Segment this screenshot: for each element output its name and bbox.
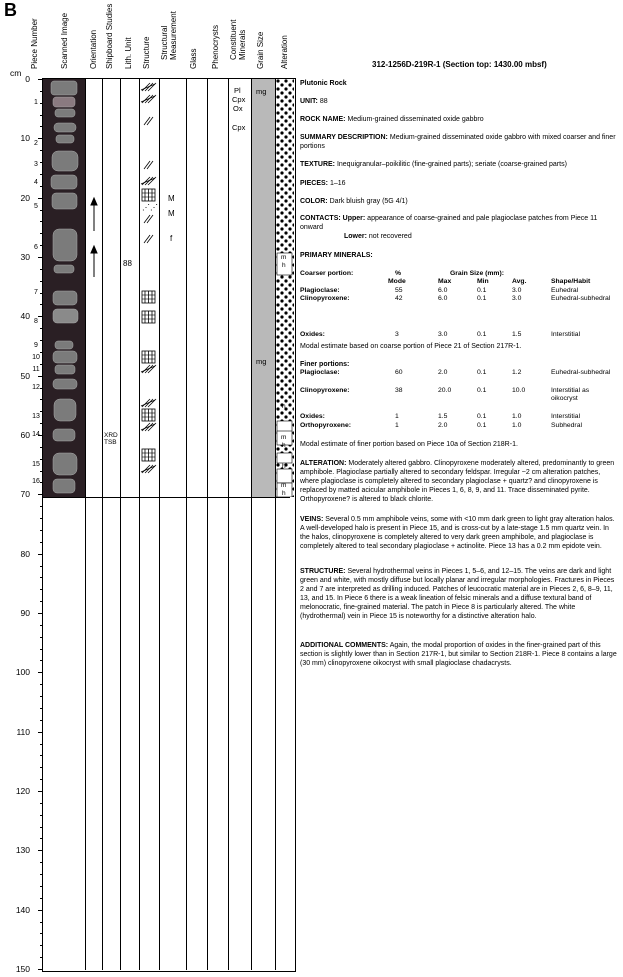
depth-label: 90 [20,608,30,618]
mode-header: Mode [388,278,406,285]
depth-minor-tick [40,411,42,412]
depth-tick [38,732,42,733]
col-divider [159,78,160,970]
depth-label: 30 [20,252,30,262]
depth-label: 10 [20,133,30,144]
coarse-note: Modal estimate based on coarse portion of Piece 21 of Section 217R-1. [300,343,522,350]
piece-number: 8 [34,318,38,326]
depth-minor-tick [40,720,42,721]
unit-line: UNIT: 88 [300,98,328,105]
depth-tick [38,198,42,199]
piece-number: 13 [32,413,40,421]
lith-unit-value: 88 [123,259,132,268]
constituent-mineral: Pl [234,86,241,95]
depth-minor-tick [40,471,42,472]
section-title: 312-1256D-219R-1 (Section top: 1430.00 mbsf) [372,60,547,69]
mineral-table-cell: 3.0 [438,331,448,338]
units-label: cm [10,68,22,78]
piece-number: 15 [32,460,40,468]
shape-header: Shape/Habit [551,278,591,285]
mineral-table-cell: 0.1 [477,369,487,376]
depth-minor-tick [40,684,42,685]
mineral-table-cell: Plagioclase: [300,287,340,294]
mineral-table-cell: 3.0 [512,295,522,302]
finer-note: Modal estimate of finer portion based on Piece 10a of Section 218R-1. [300,441,518,448]
depth-label: 20 [20,192,30,203]
structural-measurement: f [170,234,173,243]
header-shipboard-studies: Shipboard Studies [105,3,114,69]
mineral-table-cell: 2.0 [438,369,448,376]
mineral-table-cell: 0.1 [477,287,487,294]
mineral-table-cell: 20.0 [438,387,452,394]
mineral-table-cell: 2.0 [438,422,448,429]
depth-minor-tick [40,577,42,578]
summary-line: SUMMARY DESCRIPTION: Medium-grained disseminated oxide gabbro with mixed coarser and finer portions [300,134,616,150]
mineral-table-cell: Interstitial [551,413,581,420]
depth-minor-tick [40,767,42,768]
shipboard-study-tsb: TSB [104,439,117,446]
depth-minor-tick [40,506,42,507]
alteration-label: h [282,463,286,470]
mineral-table-cell: 0.1 [477,422,487,429]
depth-minor-tick [40,945,42,946]
depth-minor-tick [40,221,42,222]
mineral-table-cell: 10.0 [512,387,526,394]
max-header: Max [438,278,452,285]
depth-minor-tick [40,423,42,424]
alteration-label: m [281,434,287,441]
additional-comments-paragraph: ADDITIONAL COMMENTS: Again, the modal proportion of oxides in the finer-grained part of this section is slightly lower than in Section 217R-1, but similar to Section 218R-1. Piece 8 contains a large (30 mm) clinopyroxene oikocryst with small plagioclase chadacrysts. [300,642,617,667]
mineral-table-cell: Oxides: [300,413,325,420]
depth-minor-tick [40,779,42,780]
depth-label: 70 [20,489,30,500]
mineral-table-cell: 0.1 [477,295,487,302]
header-grain-size: Grain Size [256,31,265,69]
piece-number: 7 [34,288,38,296]
depth-label: 50 [20,370,30,381]
depth-label: 120 [15,786,30,796]
piece-number: 5 [34,202,38,210]
depth-label: 80 [20,548,30,559]
depth-minor-tick [40,210,42,211]
grain-size-label: mg [256,87,267,96]
depth-minor-tick [40,126,42,127]
rock-name-line: ROCK NAME: Medium-grained disseminated oxide gabbro [300,116,484,123]
depth-minor-tick [40,328,42,329]
mineral-table-cell: Clinopyroxene: [300,295,350,302]
constituent-mineral: Ox [233,104,243,113]
header-phenocrysts: Phenocrysts [211,24,220,69]
piece-number: 9 [34,342,38,349]
structure-symbols: ⋰⋰ [140,79,159,497]
depth-tick [38,138,42,139]
depth-label: 110 [16,726,30,737]
header-lith-unit: Lith. Unit [124,37,133,69]
mineral-table-cell: 0.1 [477,413,487,420]
depth-tick [38,376,42,377]
header-piece-number: Piece Number [30,18,39,69]
piece-number: 16 [32,478,40,486]
pieces-line: PIECES: 1–16 [300,180,346,187]
depth-tick [38,316,42,317]
mineral-table-cell: 42 [395,295,403,302]
depth-minor-tick [40,150,42,151]
depth-minor-tick [40,340,42,341]
structural-measurement: M [168,209,175,218]
depth-tick [38,672,42,673]
header-glass: Glass [189,48,198,69]
header-constituent-minerals: Constituent Minerals [229,19,247,60]
depth-minor-tick [40,625,42,626]
col-divider [120,78,121,970]
constituent-mineral: Cpx [232,95,246,104]
piece-number: 11 [32,365,40,373]
depth-minor-tick [40,660,42,661]
primary-minerals-heading: PRIMARY MINERALS: [300,252,373,259]
depth-tick [38,613,42,614]
depth-minor-tick [40,186,42,187]
mineral-table-cell: Plagioclase: [300,369,340,376]
depth-minor-tick [40,637,42,638]
mineral-table-cell: Euhedral [551,287,579,294]
depth-minor-tick [40,233,42,234]
piece-number: 4 [34,178,38,186]
contacts-line: CONTACTS: Upper: appearance of coarse-grained and pale plagioclase patches from Piece 11 onward [300,215,598,231]
depth-minor-tick [40,91,42,92]
avg-header: Avg. [512,278,527,285]
mineral-table-cell: 1 [395,422,399,429]
mineral-table-cell: Interstitial as oikocryst [551,387,590,402]
piece-number: 14 [32,431,40,438]
mineral-table-cell: 1.5 [438,413,448,420]
depth-minor-tick [40,589,42,590]
depth-tick [38,850,42,851]
depth-minor-tick [40,922,42,923]
mineral-table-cell: Subhedral [551,422,582,429]
depth-tick [38,554,42,555]
mineral-table-cell: Orthopyroxene: [300,422,351,429]
depth-minor-tick [40,518,42,519]
col-divider [207,78,208,970]
depth-tick [38,494,42,495]
mineral-table-cell: 38 [395,387,403,394]
header-scanned-image: Scanned Image [60,12,69,69]
rock-type: Plutonic Rock [300,80,347,87]
grain-size-bar [252,79,275,497]
col-divider [102,78,103,970]
depth-minor-tick [40,744,42,745]
depth-minor-tick [40,708,42,709]
mineral-table-cell: 55 [395,287,403,294]
depth-minor-tick [40,898,42,899]
depth-tick [38,257,42,258]
texture-line: TEXTURE: Inequigranular–poikilitic (fine-grained parts); seriate (coarse-grained parts) [300,161,567,168]
mineral-table-cell: 6.0 [438,295,448,302]
depth-minor-tick [40,364,42,365]
depth-minor-tick [40,827,42,828]
header-alteration: Alteration [280,35,289,69]
mineral-table-cell: 3 [395,331,399,338]
depth-minor-tick [40,874,42,875]
depth-minor-tick [40,174,42,175]
alteration-label: h [282,490,286,497]
alteration-paragraph: ALTERATION: Moderately altered gabbro. Clinopyroxene moderately altered, predominantly to green amphibole. Plagioclase partially altered to secondary feldspar. Irregular ~2 cm alteration patches, where plagioclase is completely altered to secondary plagioclase + quartz? and clinopyroxene is replaced by matted acicular amphibole in Pieces 1, 6, 8, 9, and 11. Trace disseminated pyrite. Orthopyroxene? is altered to black chlorite. [300,460,615,503]
header-orientation: Orientation [89,29,98,69]
piece-number: 6 [34,244,38,252]
depth-minor-tick [40,566,42,567]
shipboard-study-xrd: XRD [104,432,118,439]
color-line: COLOR: Dark bluish gray (5G 4/1) [300,198,408,205]
coarse-portion-label: Coarser portion: [300,270,354,277]
mineral-table-cell: 3.0 [512,287,522,294]
depth-label: 100 [15,667,30,678]
veins-paragraph: VEINS: Several 0.5 mm amphibole veins, some with <10 mm dark green to light gray alteration halos. A well-developed halo is present in Piece 15, and is cross-cut by a late-stage 1.5 mm quartz vein. In the halos, clinopyroxene is completely altered to very dark green amphibole, and plagioclase is completely altered to teal secondary plagioclase + actinolite. Piece 13 has a 0.2 mm epidote vein. [300,516,615,550]
mineral-table-cell: 60 [395,369,403,376]
mineral-table-cell: 0.1 [477,331,487,338]
mineral-table-cell: Interstitial [551,331,581,338]
piece-number: 12 [32,383,40,391]
mineral-table-cell: Euhedral-subhedral [551,369,611,376]
grain-size-mm-header: Grain Size (mm): [450,270,505,277]
depth-minor-tick [40,304,42,305]
depth-minor-tick [40,755,42,756]
depth-tick [38,791,42,792]
depth-minor-tick [40,862,42,863]
min-header: Min [477,278,489,285]
structural-measurement: M [168,194,175,203]
core-pieces-illustration [43,79,85,497]
pct-header: % [395,270,402,277]
alteration-label: m [281,482,287,489]
depth-minor-tick [40,115,42,116]
grain-size-label: mg [256,357,267,366]
section-end-line [42,497,290,498]
piece-number: 1 [34,98,38,106]
col-divider [228,78,229,970]
mineral-table-cell: Oxides: [300,331,325,338]
depth-minor-tick [40,352,42,353]
depth-minor-tick [40,696,42,697]
depth-minor-tick [40,399,42,400]
alteration-label: h [282,262,286,269]
constituent-mineral: Cpx [232,123,246,132]
figure-label: B [4,0,17,20]
depth-minor-tick [40,886,42,887]
depth-tick [38,969,42,970]
depth-minor-tick [40,838,42,839]
depth-label: 150 [15,964,30,974]
depth-minor-tick [40,459,42,460]
alteration-label: h [282,403,286,410]
depth-minor-tick [40,447,42,448]
depth-minor-tick [40,281,42,282]
mineral-table-cell: 1.0 [512,413,522,420]
depth-label: 60 [20,430,30,440]
col-divider [186,78,187,970]
structure-paragraph: STRUCTURE: Several hydrothermal veins in Pieces 1, 5–6, and 12–15. The veins are dark and light green and white, with mostly diffuse but locally planar and irregular morphologies. Fractures in Pieces 2 and 7 are interpreted as drilling induced. Patches of leucocratic material are in Pieces 2, 6, 8–9, 11, 13, and 15. In Piece 6 there is a weak lineation of felsic minerals and a diffuse textural band of melonocratic, fine-grained material. The patch in Piece 8 is particularly altered. The white (hydrothermal) vein in Piece 15 is noteworthy for a distinctive alteration halo. [300,568,615,620]
depth-minor-tick [40,530,42,531]
depth-minor-tick [40,803,42,804]
alteration-label: h [282,442,286,449]
depth-label: 0 [25,74,30,84]
piece-number: 2 [34,140,38,148]
finer-portions-label: Finer portions: [300,361,350,368]
header-structural-measurement: Structural Measurement [160,11,178,60]
mineral-table-cell: 1.2 [512,369,522,376]
depth-label: 40 [20,311,30,322]
piece-number: 10 [32,353,40,361]
depth-label: 140 [15,904,30,915]
mineral-table-cell: 6.0 [438,287,448,294]
mineral-table-cell: 1 [395,413,399,420]
header-structure: Structure [142,36,151,69]
depth-minor-tick [40,542,42,543]
contacts-lower-line: Lower: not recovered [344,233,412,240]
piece-number: 3 [34,161,38,169]
depth-label: 130 [15,845,30,856]
mineral-table-cell: Euhedral-subhedral [551,295,611,302]
depth-minor-tick [40,269,42,270]
mineral-table-cell: 1.5 [512,331,522,338]
depth-minor-tick [40,957,42,958]
depth-minor-tick [40,815,42,816]
mineral-table-cell: 1.0 [512,422,522,429]
depth-tick [38,910,42,911]
depth-minor-tick [40,601,42,602]
mineral-table-cell: Clinopyroxene: [300,387,350,394]
depth-minor-tick [40,649,42,650]
mineral-table-cell: 0.1 [477,387,487,394]
alteration-label: m [281,254,287,261]
orientation-arrows [86,195,102,285]
depth-minor-tick [40,933,42,934]
depth-tick [38,79,42,80]
